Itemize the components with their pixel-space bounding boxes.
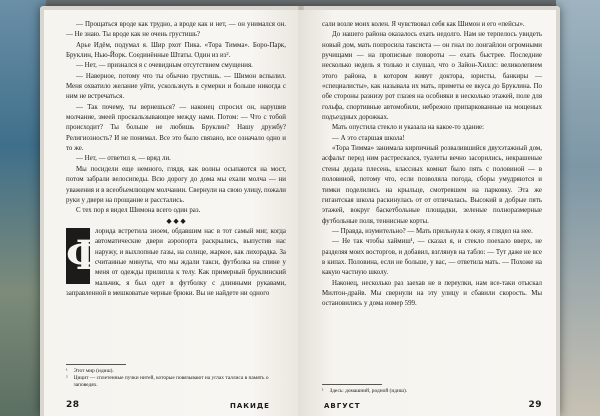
left-page (44, 10, 302, 416)
paragraph: Арье Идём, подумал я. Шир рхот Пика. «Тора Тимма». Боро-Парк, Бруклин, Нью-Йорк. Соединённые Штаты. Один из из². (66, 41, 286, 60)
paragraph: — Не так чтобы хаймиш¹, — сказал я, и стекло поехало вверх, не разделяя моих восторгов, и добавил, взглянув на табло: — Тут даже не все в кипах. Половина, если не больше, у вас, — ответила мать. — Похоже на какую частную школу. (322, 238, 542, 277)
paragraph: — Так почему, ты вернешься? — наконец спросил он, нарушив молчание, змеей проскальзывающее между нами. Потом: — Что с тобой происходит? Ты больше не любишь Бруклин? Нашу дружбу? Религиозность? И не понимал. Все это было связано, все означало одно и то же. (66, 103, 286, 153)
paragraph: Наконец, несколько раз заехав не в переулки, нам все-таки отыскал Милтон-драйв. Мы свернули на эту улицу и сбавили скорость. Мы остановились у дома номер 599. (322, 279, 542, 308)
paragraph: — Правда, изумительно? — Мать прильнула к окну, я глядел на нее. (332, 227, 533, 235)
footnote (322, 388, 540, 395)
footnote-rule (66, 364, 126, 365)
right-page (298, 10, 556, 416)
footnote (66, 375, 286, 389)
footnote-rule (322, 384, 382, 385)
paragraph: — Нет, — признался я с очевидным отсутствием смущения. (76, 62, 253, 70)
chapter-opening (66, 227, 286, 299)
paragraph: — Нет, — ответил я, — вряд ли. (76, 155, 171, 163)
paragraph: С тех пор я видел Шимона всего один раз. (76, 207, 201, 215)
page-number: 28 (66, 400, 80, 410)
footnote-text: Здесь: домашний, родной (идиш). (329, 388, 408, 394)
section-separator: ◆ ◆ ◆ (166, 217, 186, 225)
paragraph: — Наверное, потому что ты обычно грустишь. — Шимон вспылил. Меня охватило желание уйти, ускользнуть в сумерки и больше никогда с ним не встречаться. (66, 72, 286, 101)
paragraph: — Прощаться вроде как трудно, а вроде как и нет, — он унимался он. — Не знаю. Ты вроде как не очень грустишь? (66, 21, 286, 39)
paragraph: До нашего района оказалось ехать недолго. Нам не терпелось увидеть новый дом, мать попросила таксиста — он гнал по лонгайлон огромными ручищами — на прописные повороты — ехать быстрее. Последние несколько недель я только и слушал, что о Зайон-Хиллс: великолепием этого района, в котором живут доктора, юристы, банкиры — «специалисты», как называла их мать, приметы ее вкуса до Бруклина. По обе стороны разнизу рот глазея на особняки в несколько этажей, поле для гольфа, спортивные автомобили, небрежно припаркованные на мощеных подъездных дорожках. (322, 31, 542, 122)
background-right (556, 0, 600, 416)
footnote-text: Цицит — сплетенные пучки нитей, которые повязывают на углах таллиса в память о заповедях. (73, 375, 269, 389)
right-page-text (322, 20, 542, 310)
left-footnotes (66, 364, 286, 390)
footnote-text: Этот мир (идиш). (73, 368, 114, 374)
paragraph: Мать опустила стекло и указала на какое-то здание: (332, 124, 484, 132)
dropcap: Ф (66, 228, 90, 284)
paragraph: — А это старшая школа! (332, 134, 405, 142)
paragraph: лорида встретила зноем, обдавшим нас в тот самый миг, когда автоматические двери аэропорта раскрылись, выпустив нас наружу, и выхлопные газы, на солнце, жаркое, как лихорадка. За считанные минуты, что мы ждали такси, футболка на спине у меня от одежды прилипла к телу. Как примерный бруклинский мальчик, я был одет в футболку с длинными рукавами, заправленной в мешковатые черные брюки. Вы не найдете ни одного (66, 227, 286, 297)
footnote-mark: ¹ (322, 388, 324, 394)
right-footnotes (322, 384, 540, 395)
footnote-mark: ¹ (66, 368, 68, 374)
footnote-mark: ² (66, 375, 68, 382)
paragraph: «Тора Тимма» занимала кирпичный розвалившийся двухэтажный дом, асфальт перед ним растрескался, туалеты вечно засорились, некрашеные стены дедала плесень, классных комнат было пять с половиной — в половиной, потому что, если позволяла погода, сборы умудряются и тимки поделились на крыльце, смотревшем на парковку. Эта же гигантская школа раскинулась от от отличалась. Высокий в добрые пять этажей, вокруг баскетбольные площадки, зеленые полноразмерные футбольные поля, теннисные корты. (322, 145, 542, 225)
open-book (40, 6, 560, 416)
running-head: ПАКИДЕ (230, 402, 270, 410)
left-page-text (66, 20, 286, 299)
paragraph: Мы посидели еще немного, глядя, как волны осыпаются на мост, потом забрали велосипеды. Всю дорогу до дома мы ехали молча — ни уважения и в всеобъемлющем молчании. Свернули на свою улицу, пожали руки у двери на прощание и расстались. (66, 165, 286, 204)
page-number: 29 (528, 400, 542, 410)
paragraph: сали возле моих колен. Я чувствовал себя как Шимон и его «пейсы». (322, 21, 525, 28)
running-head: АВГУСТ (324, 402, 361, 410)
